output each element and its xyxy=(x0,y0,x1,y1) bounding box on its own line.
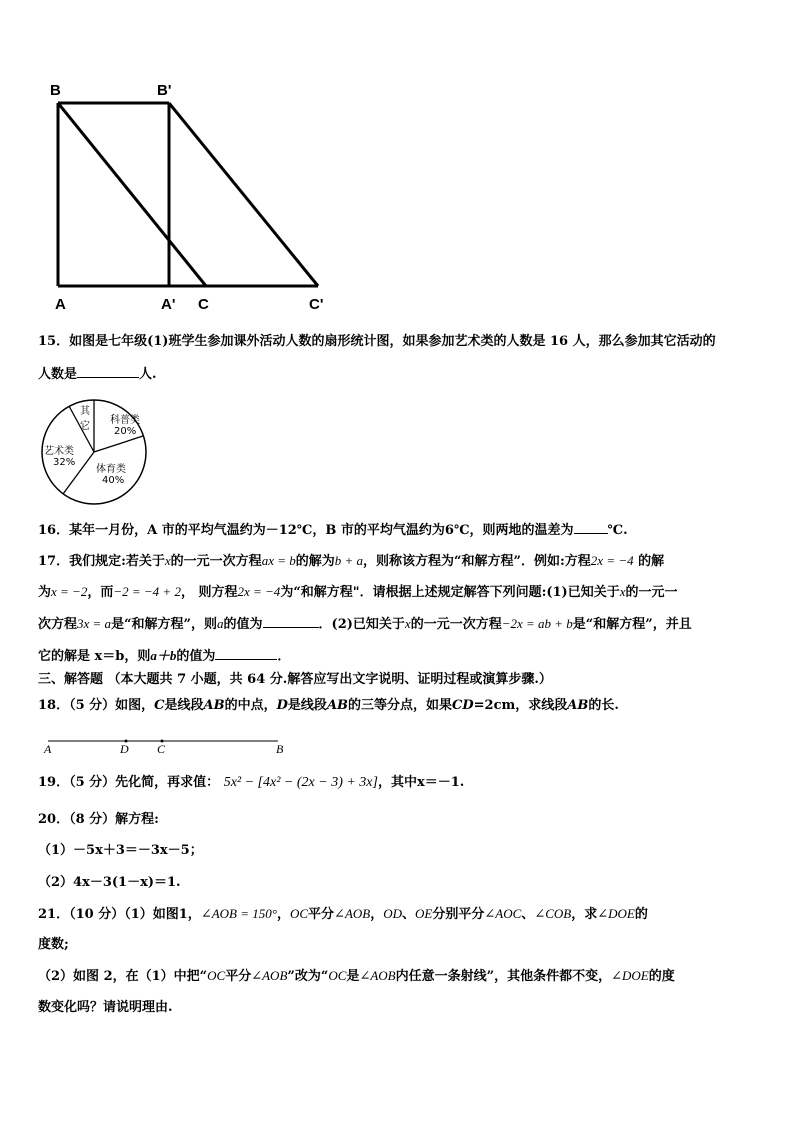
q21-l3-b: 平分 xyxy=(225,969,252,984)
q17-answer-blank-2[interactable] xyxy=(215,646,277,660)
seg-label-D: D xyxy=(120,742,129,756)
q17-line2 xyxy=(38,583,678,602)
q19-a: 19．（5 分）先化简，再求值： xyxy=(38,775,220,790)
pie-pct-tiyu: 40% xyxy=(102,475,125,486)
pie-label-qita-bottom: 它 xyxy=(80,421,90,432)
q17-l3-d: ．(2)已知关于 xyxy=(318,617,405,632)
pie-divider-2 xyxy=(94,436,143,452)
q17-line4 xyxy=(38,646,290,666)
pie-label-yishu: 艺术类 xyxy=(44,446,74,457)
q21-line4: 数变化吗？请说明理由. xyxy=(38,1000,173,1015)
section3-header xyxy=(38,671,552,689)
q17-l1-e: 的解 xyxy=(638,554,665,569)
q18-b: 是线段 xyxy=(164,698,204,713)
q21-l1-ang: ∠AOB = 150° xyxy=(200,906,277,921)
q17-l2-x2: x xyxy=(619,584,626,599)
q18 xyxy=(38,697,619,715)
q20-title: 20．（8 分）解方程: xyxy=(38,812,159,827)
q15-line1: 15．如图是七年级(1)班学生参加课外活动人数的扇形统计图，如果参加艺术类的人数是 16 人，那么参加其它活动的 xyxy=(38,334,716,349)
q16-b: ，B 市的平均气温约为 xyxy=(312,523,445,538)
q18-AB2: AB xyxy=(326,698,349,713)
seg-label-B: B xyxy=(276,742,284,756)
q21-l1-od: OD xyxy=(383,906,403,921)
q20-part2 xyxy=(38,874,181,892)
seg-label-C: C xyxy=(157,742,166,756)
q17-l1-d: ，则称该方程为“和解方程”．例如:方程 xyxy=(363,554,591,569)
q17-l3-e: 的一元一次方程 xyxy=(410,617,502,632)
q18-c: 的中点， xyxy=(224,698,277,713)
section3-note: （本大题共 7 小题，共 64 分.解答应写出文字说明、证明过程或演算步骤.） xyxy=(107,672,552,687)
q21-line2: 度数; xyxy=(38,937,69,952)
q19-expr: 5x² − [4x² − (2x − 3) + 3x] xyxy=(223,775,378,790)
q21-l3-d: 是 xyxy=(346,969,360,984)
q18-e: 的三等分点，如果 xyxy=(348,698,453,713)
q21-l3-aob: ∠AOB xyxy=(251,968,288,983)
q17-l2-eq: 2x = −4 xyxy=(237,584,281,599)
q17-l4-c: ． xyxy=(277,649,291,664)
q17-l2-c: ， 则方程 xyxy=(180,585,238,600)
q17-l3-b: 是“和解方程”，则 xyxy=(111,617,218,632)
q21-l3-aob2: ∠AOB xyxy=(359,968,396,983)
label-B: B xyxy=(50,82,61,99)
q17-l2-a: 为 xyxy=(38,585,52,600)
q17-l3-a: 次方程 xyxy=(38,617,78,632)
q21-l1-aoc: ∠AOC xyxy=(484,906,522,921)
q19 xyxy=(38,774,464,792)
q15-line2-b: 人. xyxy=(139,367,157,382)
q17-line1 xyxy=(38,552,664,571)
section3-heading: 三、解答题 xyxy=(38,672,104,687)
q21-l3-oc: OC xyxy=(207,968,226,983)
q21-l1-c: 平分 xyxy=(308,907,335,922)
q18-f: =2cm，求线段 xyxy=(473,698,568,713)
q21-l3-f: 的度 xyxy=(648,969,675,984)
q21-l1-e: 、 xyxy=(402,907,416,922)
q21-l1-i: 的 xyxy=(634,907,648,922)
pie-label-qita-top: 其 xyxy=(80,406,90,417)
pie-label-kepu: 科普类 xyxy=(110,415,140,426)
q21-l1-h: ，求 xyxy=(571,907,598,922)
seg-label-A: A xyxy=(44,742,52,756)
q20-p1: －5x＋3＝－3x－5； xyxy=(73,843,203,858)
q16 xyxy=(38,520,628,540)
q17-l2-chk: −2 = −4 + 2 xyxy=(113,584,181,599)
q21-l1-f: 分别平分 xyxy=(432,907,485,922)
q17-l2-d: 为“和解方程"．请根据上述规定解答下列问题:(1)已知关于 xyxy=(280,585,620,600)
q16-c: ，则两地的温差为 xyxy=(469,523,574,538)
segment-B-C xyxy=(58,103,206,286)
parallelogram-figure xyxy=(0,0,794,330)
q21-line3 xyxy=(38,967,675,986)
q18-AB1: AB xyxy=(203,698,225,713)
q17-l3-x: x xyxy=(404,616,411,631)
q18-CD: CD xyxy=(452,698,474,713)
q16-answer-blank[interactable] xyxy=(574,520,608,534)
q19-cond: x＝－1 xyxy=(416,775,460,790)
q21-l1-d: ， xyxy=(370,907,384,922)
q21-l3-doe: ∠DOE xyxy=(611,968,649,983)
q17-l3-var: a xyxy=(217,616,224,631)
q16-temp-b: 6℃ xyxy=(444,523,470,538)
q17-l1-x: x xyxy=(164,553,171,568)
q18-d: 是线段 xyxy=(287,698,327,713)
q17-l2-x: x = −2 xyxy=(51,584,88,599)
q17-l1-c: 的解为 xyxy=(295,554,335,569)
q17-l4-b: 的值为 xyxy=(176,649,216,664)
q21-line1 xyxy=(38,905,648,924)
q19-c: . xyxy=(459,775,465,790)
q21-l3-e: 内任意一条射线”，其他条件都不变， xyxy=(395,969,612,984)
q17-l1-a: 17．我们规定:若关于 xyxy=(38,554,165,569)
label-A-prime: A' xyxy=(161,296,176,313)
q21-l1-oe: OE xyxy=(415,906,433,921)
q16-d: ℃. xyxy=(607,523,628,538)
q18-AB3: AB xyxy=(567,698,589,713)
q20-p1-label: （1） xyxy=(38,843,74,858)
q17-l3-f: 是“和解方程”，并且 xyxy=(572,617,692,632)
q21-l1-oc: OC xyxy=(289,906,309,921)
q21-l3-c: ”改为“ xyxy=(287,969,329,984)
pie-label-tiyu: 体育类 xyxy=(96,464,126,475)
q21-l1-a: 21．（10 分）（1）如图1， xyxy=(38,907,201,922)
q21-l1-doe: ∠DOE xyxy=(597,906,635,921)
q21-l3-oc2: OC xyxy=(328,968,347,983)
q18-C: C xyxy=(154,698,165,713)
q17-l1-sol: b + a xyxy=(334,553,364,568)
q17-l4-a: 它的解是 x＝b，则 xyxy=(38,649,151,664)
q16-a: 16．某年一月份，A 市的平均气温约为 xyxy=(38,523,266,538)
q20-part1 xyxy=(38,842,203,860)
pie-pct-kepu: 20% xyxy=(114,426,137,437)
q17-l2-e: 的一元一 xyxy=(625,585,678,600)
label-C-prime: C' xyxy=(309,296,324,313)
q19-b: ，其中 xyxy=(377,775,417,790)
label-A: A xyxy=(55,296,66,313)
label-B-prime: B' xyxy=(157,82,172,99)
q15-line2 xyxy=(38,364,157,384)
q21-l1-b: ， xyxy=(276,907,290,922)
q17-l3-c: 的值为 xyxy=(223,617,263,632)
q15-line2-a: 人数是 xyxy=(38,367,78,382)
q16-temp-a: －12℃ xyxy=(265,523,313,538)
q17-line3 xyxy=(38,614,692,634)
q21-l3-a: （2）如图 2，在（1）中把“ xyxy=(38,969,208,984)
q17-l4-expr: a＋b xyxy=(150,648,177,663)
q17-l1-eq: ax = b xyxy=(261,553,296,568)
q17-l2-b: ，而 xyxy=(87,585,114,600)
q18-a: 18．（5 分）如图， xyxy=(38,698,155,713)
pie-pct-yishu: 32% xyxy=(53,457,76,468)
q17-answer-blank-1[interactable] xyxy=(263,614,319,628)
segment-Bprime-Cprime xyxy=(169,103,318,286)
q21-l1-g: 、 xyxy=(521,907,535,922)
q21-l1-cob: ∠COB xyxy=(534,906,572,921)
q17-l1-b: 的一元一次方程 xyxy=(170,554,262,569)
q18-D: D xyxy=(276,698,288,713)
q17-l3-eq: 3x = a xyxy=(77,616,112,631)
label-C: C xyxy=(198,296,209,313)
q17-l1-ex: 2x = −4 xyxy=(590,553,634,568)
q21-l1-aob: ∠AOB xyxy=(334,906,371,921)
q18-g: 的长. xyxy=(588,698,619,713)
q20-p2: 4x－3(1－x)＝1. xyxy=(73,875,181,890)
q20-p2-label: （2） xyxy=(38,875,74,890)
q17-l3-eq2: −2x = ab + b xyxy=(501,616,573,631)
q15-answer-blank[interactable] xyxy=(77,364,139,378)
